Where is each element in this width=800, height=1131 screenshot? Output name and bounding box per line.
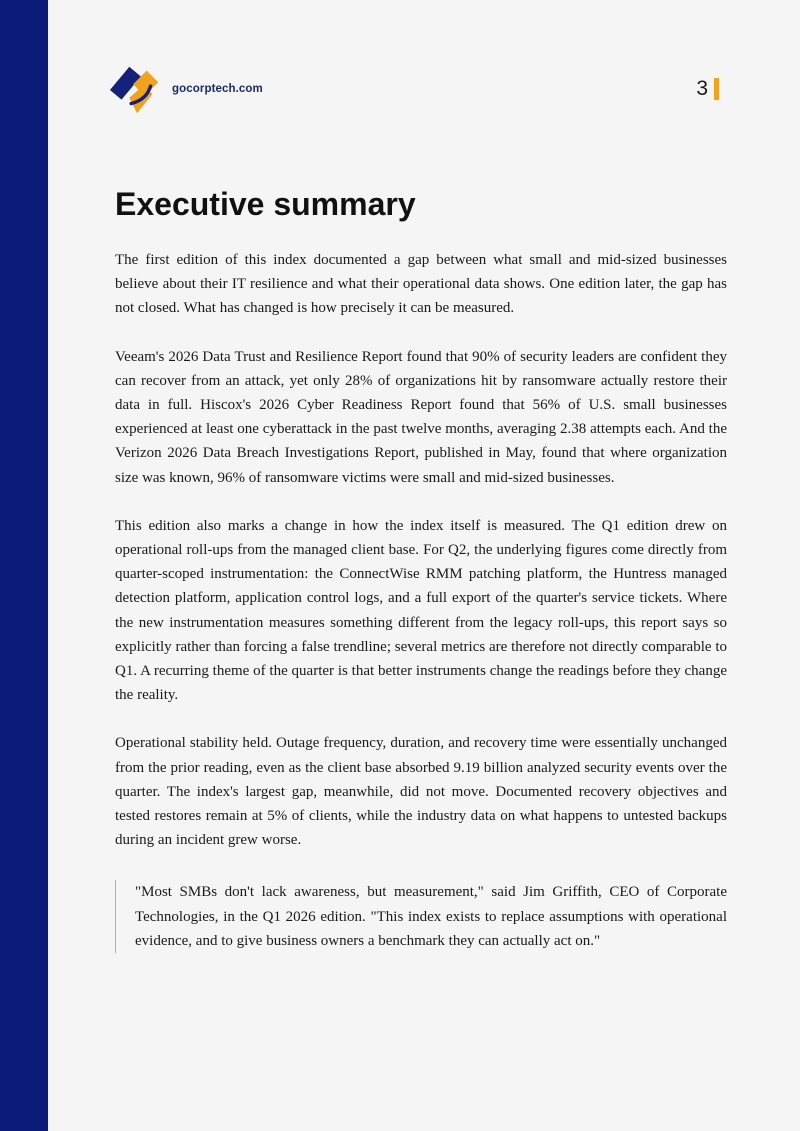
page-number-text: 3 xyxy=(696,77,708,100)
page-title: Executive summary xyxy=(115,186,416,222)
paragraph-4: Operational stability held. Outage frequency, duration, and recovery time were essentially unchanged from the prior reading, even as the client base absorbed 9.19 billion analyzed security events over the quarter. The index's largest gap, meanwhile, did not move. Documented recovery objectives and tested restores remain at 5% of clients, while the industry data on what happens to untested backups during an incident grew worse. xyxy=(115,735,727,849)
body-content xyxy=(115,248,727,953)
left-sidebar-bar xyxy=(0,0,48,1131)
quote-text: "Most SMBs don't lack awareness, but measurement," said Jim Griffith, CEO of Corporate Technologies, in the Q1 2026 edition. "This index exists to replace assumptions with operational evidence, and to give business owners a benchmark they can actually act on." xyxy=(135,884,727,949)
pull-quote xyxy=(115,880,727,953)
logo-text: gocorptech.com xyxy=(172,83,263,95)
paragraph-1: The first edition of this index documented a gap between what small and mid-sized businesses believe about their IT resilience and what their operational data shows. One edition later, the gap has not closed. What has changed is how precisely it can be measured. xyxy=(115,252,727,317)
paragraph-3: This edition also marks a change in how the index itself is measured. The Q1 edition drew on operational roll-ups from the managed client base. For Q2, the underlying figures come directly from quarter-scoped instrumentation: the ConnectWise RMM patching platform, the Huntress managed detection platform, application control logs, and a full export of the quarter's service tickets. Where the new instrumentation measures something different from the legacy roll-ups, this report says so explicitly rather than forcing a false trendline; several metrics are therefore not directly comparable to Q1. A recurring theme of the quarter is that better instruments change the readings before they change the reality. xyxy=(115,517,727,704)
paragraph-2: Veeam's 2026 Data Trust and Resilience Report found that 90% of security leaders are confident they can recover from an attack, yet only 28% of organizations hit by ransomware actually restore their data in full. Hiscox's 2026 Cyber Readiness Report found that 56% of U.S. small businesses experienced at least one cyberattack in the past twelve months, averaging 2.38 attempts each. And the Verizon 2026 Data Breach Investigations Report, published in May, found that where organization size was known, 96% of ransomware victims were small and mid-sized businesses. xyxy=(115,348,727,486)
company-logo xyxy=(108,60,263,120)
page-number xyxy=(696,76,719,102)
logo-mark-icon xyxy=(108,61,166,119)
page-number-accent-bar xyxy=(714,78,719,100)
